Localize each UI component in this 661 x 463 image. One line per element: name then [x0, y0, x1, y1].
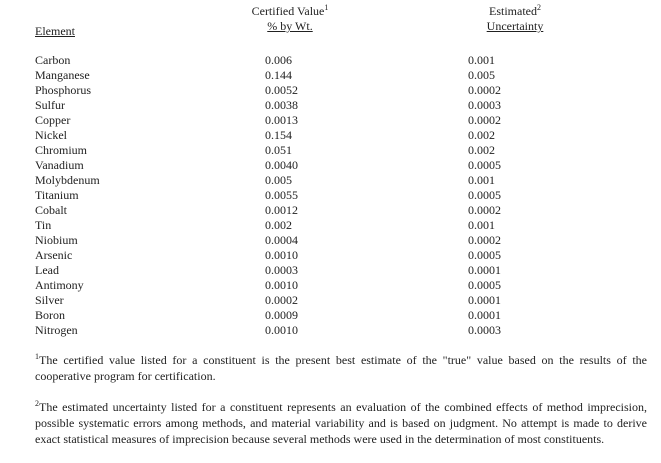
uncertainty-cell: 0.0002 [468, 203, 501, 217]
certified-value-header-line2: % by Wt. [267, 19, 313, 33]
certified-value-cell: 0.144 [265, 68, 292, 82]
certified-value-header-text: Certified Value [251, 4, 325, 18]
element-cell: Manganese [35, 68, 90, 82]
uncertainty-column-header [415, 4, 615, 34]
table-row [0, 68, 661, 83]
certified-value-cell: 0.0009 [265, 308, 298, 322]
element-cell: Copper [35, 113, 71, 127]
footnote-2-text: The estimated uncertainty listed for a constituent represents an evaluation of the combined effects of method imprecision, possible systematic errors among methods, and material variability and is based on judgment. No attempt is made to derive exact statistical measures of imprecision because several methods were used in the determination of most constituents. [35, 400, 647, 446]
element-cell: Nickel [35, 128, 67, 142]
element-cell: Phosphorus [35, 83, 92, 97]
table-row [0, 278, 661, 293]
certified-value-cell: 0.0012 [265, 203, 298, 217]
footnote-1-marker: 1 [35, 352, 39, 361]
element-cell: Arsenic [35, 248, 73, 262]
element-cell: Antimony [35, 278, 84, 292]
certified-value-cell: 0.006 [265, 53, 292, 67]
element-cell: Cobalt [35, 203, 67, 217]
certified-value-cell: 0.0040 [265, 158, 298, 172]
table-row [0, 143, 661, 158]
footnote-1 [35, 352, 647, 384]
table-row [0, 188, 661, 203]
uncertainty-cell: 0.0005 [468, 188, 501, 202]
certified-value-column-header [190, 4, 390, 34]
uncertainty-cell: 0.001 [468, 218, 495, 232]
certified-value-footnote-ref: 1 [324, 3, 329, 12]
element-cell: Lead [35, 263, 59, 277]
certified-value-cell: 0.0004 [265, 233, 298, 247]
uncertainty-header-line2: Uncertainty [486, 19, 544, 33]
certified-value-cell: 0.0055 [265, 188, 298, 202]
table-row [0, 128, 661, 143]
table-row [0, 218, 661, 233]
footnote-2-marker: 2 [35, 399, 39, 408]
table-row [0, 323, 661, 338]
element-cell: Chromium [35, 143, 88, 157]
certified-value-cell: 0.002 [265, 218, 292, 232]
certified-value-cell: 0.0010 [265, 248, 298, 262]
element-cell: Boron [35, 308, 65, 322]
table-row [0, 248, 661, 263]
uncertainty-cell: 0.0002 [468, 233, 501, 247]
certified-value-cell: 0.0038 [265, 98, 298, 112]
table-row [0, 293, 661, 308]
footnotes-section [35, 352, 647, 447]
uncertainty-cell: 0.0003 [468, 323, 501, 337]
table-row [0, 308, 661, 323]
element-cell: Silver [35, 293, 64, 307]
uncertainty-cell: 0.001 [468, 53, 495, 67]
certified-value-cell: 0.154 [265, 128, 292, 142]
table-row [0, 233, 661, 248]
certified-value-cell: 0.0013 [265, 113, 298, 127]
table-row [0, 263, 661, 278]
uncertainty-cell: 0.0002 [468, 113, 501, 127]
table-row [0, 173, 661, 188]
element-cell: Vanadium [35, 158, 84, 172]
uncertainty-cell: 0.0002 [468, 83, 501, 97]
uncertainty-cell: 0.002 [468, 128, 495, 142]
table-row [0, 158, 661, 173]
element-cell: Nitrogen [35, 323, 78, 337]
table-body [0, 53, 661, 338]
uncertainty-cell: 0.0001 [468, 293, 501, 307]
table-row [0, 203, 661, 218]
certified-value-cell: 0.0052 [265, 83, 298, 97]
table-row [0, 53, 661, 68]
uncertainty-footnote-ref: 2 [537, 3, 541, 12]
certified-value-cell: 0.051 [265, 143, 292, 157]
uncertainty-cell: 0.005 [468, 68, 495, 82]
element-cell: Titanium [35, 188, 79, 202]
certified-value-cell: 0.0003 [265, 263, 298, 277]
element-cell: Molybdenum [35, 173, 100, 187]
table-header [0, 0, 661, 42]
table-row [0, 113, 661, 128]
element-column-header: Element [35, 24, 75, 38]
uncertainty-header-line1 [415, 4, 615, 19]
uncertainty-cell: 0.0005 [468, 248, 501, 262]
certified-value-cell: 0.0010 [265, 278, 298, 292]
certified-value-cell: 0.0002 [265, 293, 298, 307]
certified-value-cell: 0.005 [265, 173, 292, 187]
uncertainty-header-text: Estimated [489, 4, 537, 18]
uncertainty-cell: 0.0005 [468, 158, 501, 172]
uncertainty-cell: 0.001 [468, 173, 495, 187]
uncertainty-cell: 0.0003 [468, 98, 501, 112]
uncertainty-cell: 0.0005 [468, 278, 501, 292]
certified-value-header-line1 [190, 4, 390, 19]
element-cell: Sulfur [35, 98, 65, 112]
table-row [0, 98, 661, 113]
element-cell: Tin [35, 218, 52, 232]
certified-value-cell: 0.0010 [265, 323, 298, 337]
uncertainty-cell: 0.0001 [468, 263, 501, 277]
footnote-1-text: The certified value listed for a constituent is the present best estimate of the "true" value based on the results of the cooperative program for certification. [35, 353, 647, 383]
footnote-2 [35, 399, 647, 447]
table-row [0, 83, 661, 98]
element-cell: Niobium [35, 233, 78, 247]
uncertainty-cell: 0.002 [468, 143, 495, 157]
element-cell: Carbon [35, 53, 71, 67]
uncertainty-cell: 0.0001 [468, 308, 501, 322]
